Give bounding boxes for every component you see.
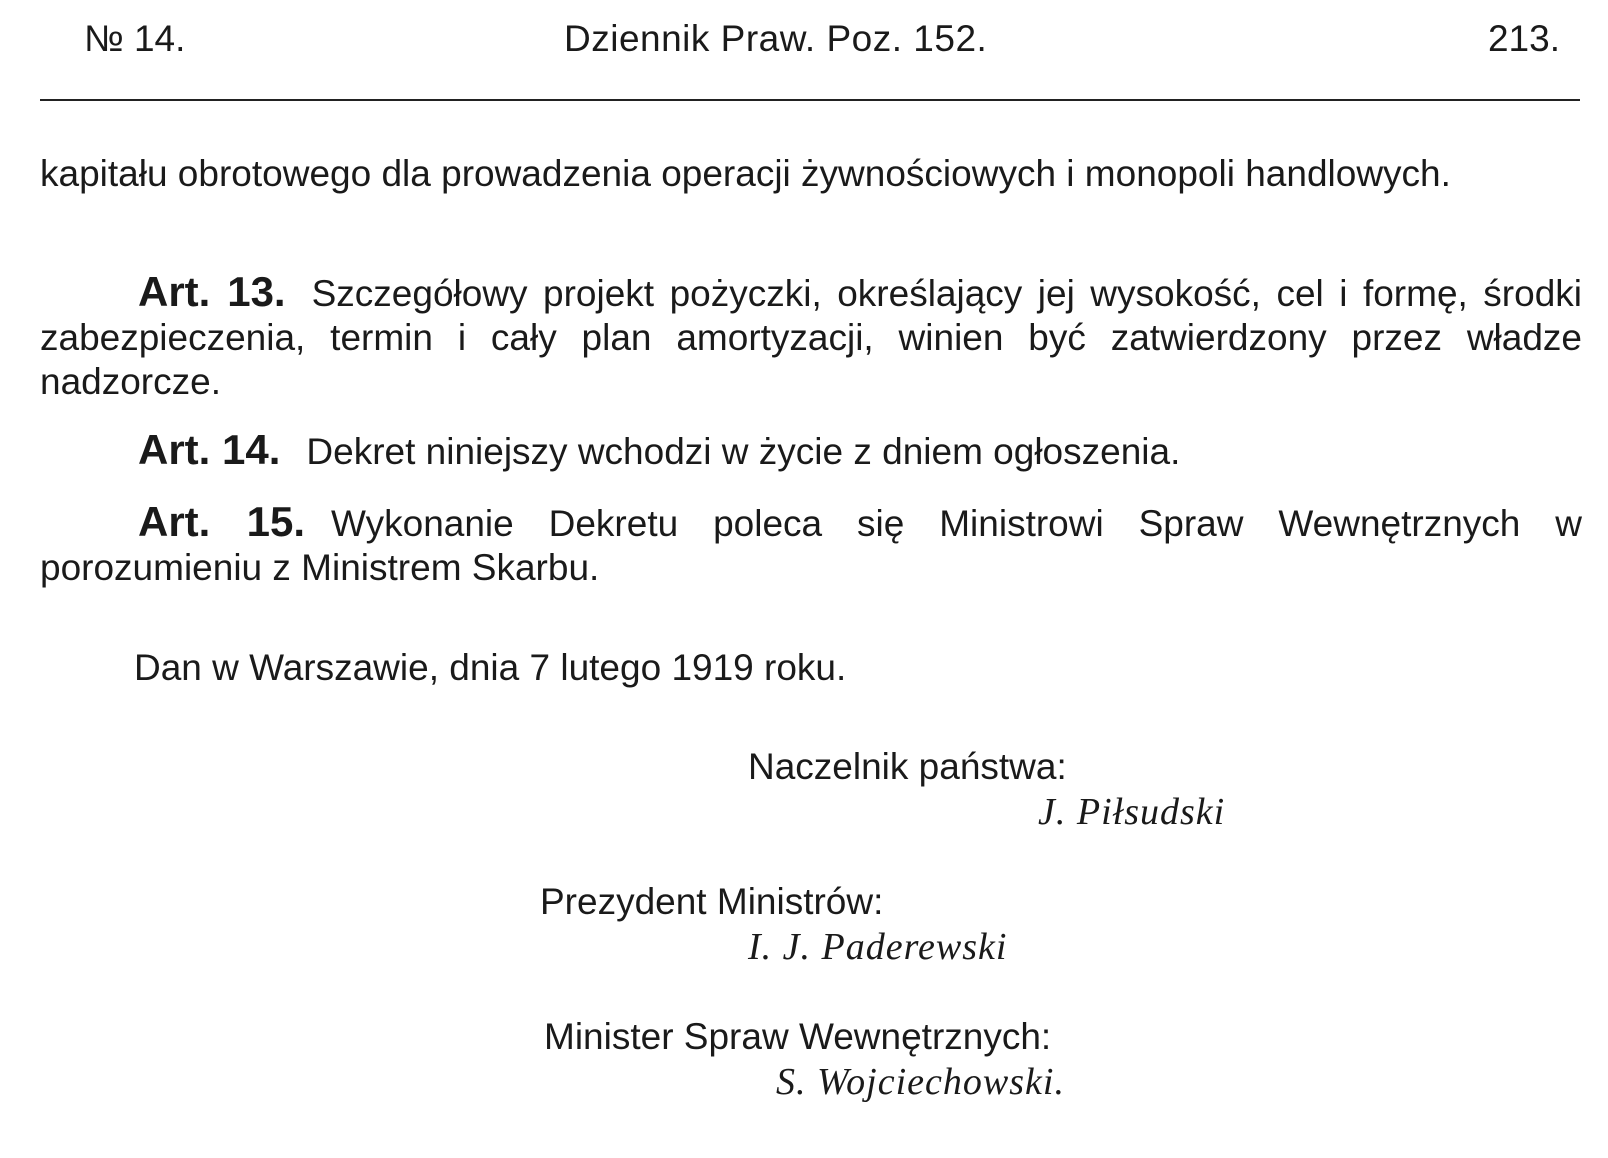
article-13-label: Art. 13. (138, 268, 286, 315)
article-15-label: Art. 15. (138, 498, 306, 545)
header-rule (40, 99, 1580, 101)
article-15 (40, 500, 1582, 590)
journal-title: Dziennik Praw. Poz. 152. (564, 18, 988, 59)
signatory-title-head-of-state: Naczelnik państwa: (748, 746, 1067, 787)
article-13 (40, 270, 1582, 404)
article-14-text: Dekret niniejszy wchodzi w życie z dniem ogłoszenia. (306, 431, 1181, 472)
article-14-label: Art. 14. (138, 426, 281, 473)
intro-paragraph: kapitału obrotowego dla prowadzenia operacji żywnościowych i monopoli handlowych. (40, 153, 1451, 194)
issue-number: № 14. (84, 18, 186, 59)
article-15-text: Wykonanie Dekretu poleca się Ministrowi Spraw Wewnętrznych w porozumieniu z Ministrem Skarbu. (40, 503, 1582, 588)
signatory-name-interior-minister: S. Wojciechowski. (776, 1061, 1065, 1103)
signatory-name-prime-minister: I. J. Paderewski (748, 926, 1008, 968)
signatory-title-prime-minister: Prezydent Ministrów: (540, 881, 884, 922)
date-place-line: Dan w Warszawie, dnia 7 lutego 1919 roku. (134, 647, 847, 688)
signatory-name-head-of-state: J. Piłsudski (1038, 791, 1226, 833)
page-header (40, 12, 1580, 72)
signatory-title-interior-minister: Minister Spraw Wewnętrznych: (544, 1016, 1052, 1057)
page-number: 213. (1487, 18, 1560, 59)
article-13-text: Szczegółowy projekt pożyczki, określający jej wysokość, cel i formę, środki zabezpieczenia, termin i cały plan amortyzacji, winien być zatwierdzony przez władze nadzorcze. (40, 273, 1582, 402)
article-14 (40, 428, 1582, 474)
